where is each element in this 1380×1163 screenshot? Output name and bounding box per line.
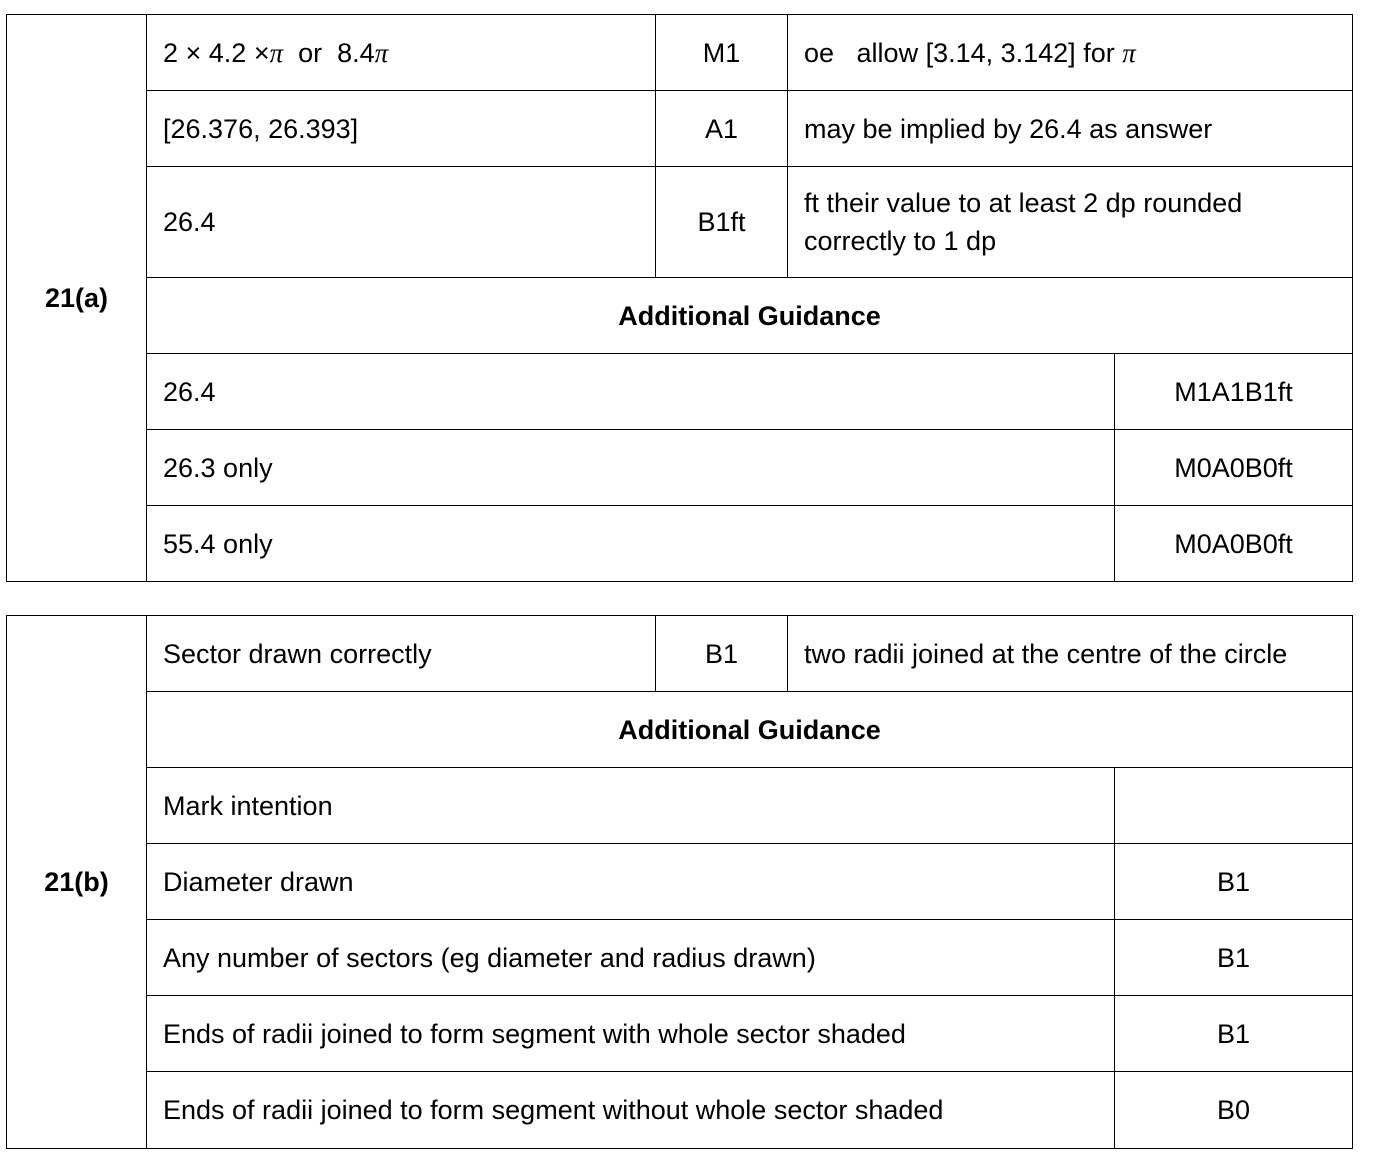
guidance-text: Ends of radii joined to form segment with whole sector shaded (147, 996, 1115, 1071)
guidance-heading: Additional Guidance (618, 300, 881, 331)
question-label: 21(a) (6, 15, 147, 581)
guidance-mark: B1 (1216, 942, 1251, 973)
guidance-mark: M0A0B0ft (1174, 452, 1293, 483)
question-label: 21(b) (6, 616, 147, 1148)
mark-scheme-rows (147, 15, 1353, 581)
guidance-heading: Additional Guidance (618, 714, 881, 745)
answer-cell (147, 15, 656, 90)
comment-cell: ft their value to at least 2 dp rounded correctly to 1 dp (804, 188, 1243, 256)
guidance-text: Mark intention (147, 768, 1115, 843)
comment-cell: may be implied by 26.4 as answer (804, 113, 1213, 144)
guidance-heading-row (147, 278, 1352, 354)
guidance-heading-row (147, 692, 1352, 768)
guidance-mark: B0 (1216, 1095, 1251, 1125)
answer-cell: 26.4 (147, 167, 656, 277)
comment-cell: two radii joined at the centre of the circle (804, 638, 1288, 669)
guidance-text: Any number of sectors (eg diameter and radius drawn) (147, 920, 1115, 995)
guidance-row (147, 920, 1352, 996)
guidance-text: 26.4 (147, 354, 1115, 429)
mark-row (147, 15, 1352, 91)
comment-cell (788, 15, 1352, 90)
mark-cell: B1ft (656, 167, 788, 277)
guidance-mark: M0A0B0ft (1174, 529, 1293, 559)
question-21b-block (6, 615, 1353, 1149)
answer-text: or 8.4 (283, 37, 375, 68)
guidance-text: 55.4 only (147, 506, 1115, 582)
guidance-row (147, 430, 1352, 506)
answer-cell: [26.376, 26.393] (147, 91, 656, 166)
guidance-row (147, 844, 1352, 920)
answer-cell: Sector drawn correctly (147, 616, 656, 691)
mark-row (147, 91, 1352, 167)
mark-row (147, 167, 1352, 278)
guidance-mark (1115, 768, 1352, 843)
pi-symbol: π (1122, 37, 1136, 68)
pi-symbol: π (374, 37, 389, 68)
mark-cell: A1 (656, 91, 788, 166)
guidance-row (147, 768, 1352, 844)
guidance-text: 26.3 only (147, 430, 1115, 505)
guidance-mark: B1 (1216, 1018, 1251, 1049)
answer-text: 2 × 4.2 × (163, 37, 270, 68)
guidance-row (147, 506, 1352, 582)
mark-row (147, 616, 1352, 692)
pi-symbol: π (269, 37, 284, 68)
question-21a-block (6, 14, 1353, 582)
guidance-row (147, 354, 1352, 430)
mark-scheme-rows (147, 616, 1353, 1148)
guidance-text: Ends of radii joined to form segment without whole sector shaded (147, 1072, 1115, 1148)
guidance-mark: B1 (1216, 866, 1251, 897)
mark-cell: M1 (656, 15, 788, 90)
comment-text: oe allow [3.14, 3.142] for (804, 37, 1123, 68)
guidance-mark: M1A1B1ft (1174, 376, 1293, 407)
guidance-row (147, 1072, 1352, 1148)
mark-cell: B1 (656, 616, 788, 691)
guidance-row (147, 996, 1352, 1072)
guidance-text: Diameter drawn (147, 844, 1115, 919)
